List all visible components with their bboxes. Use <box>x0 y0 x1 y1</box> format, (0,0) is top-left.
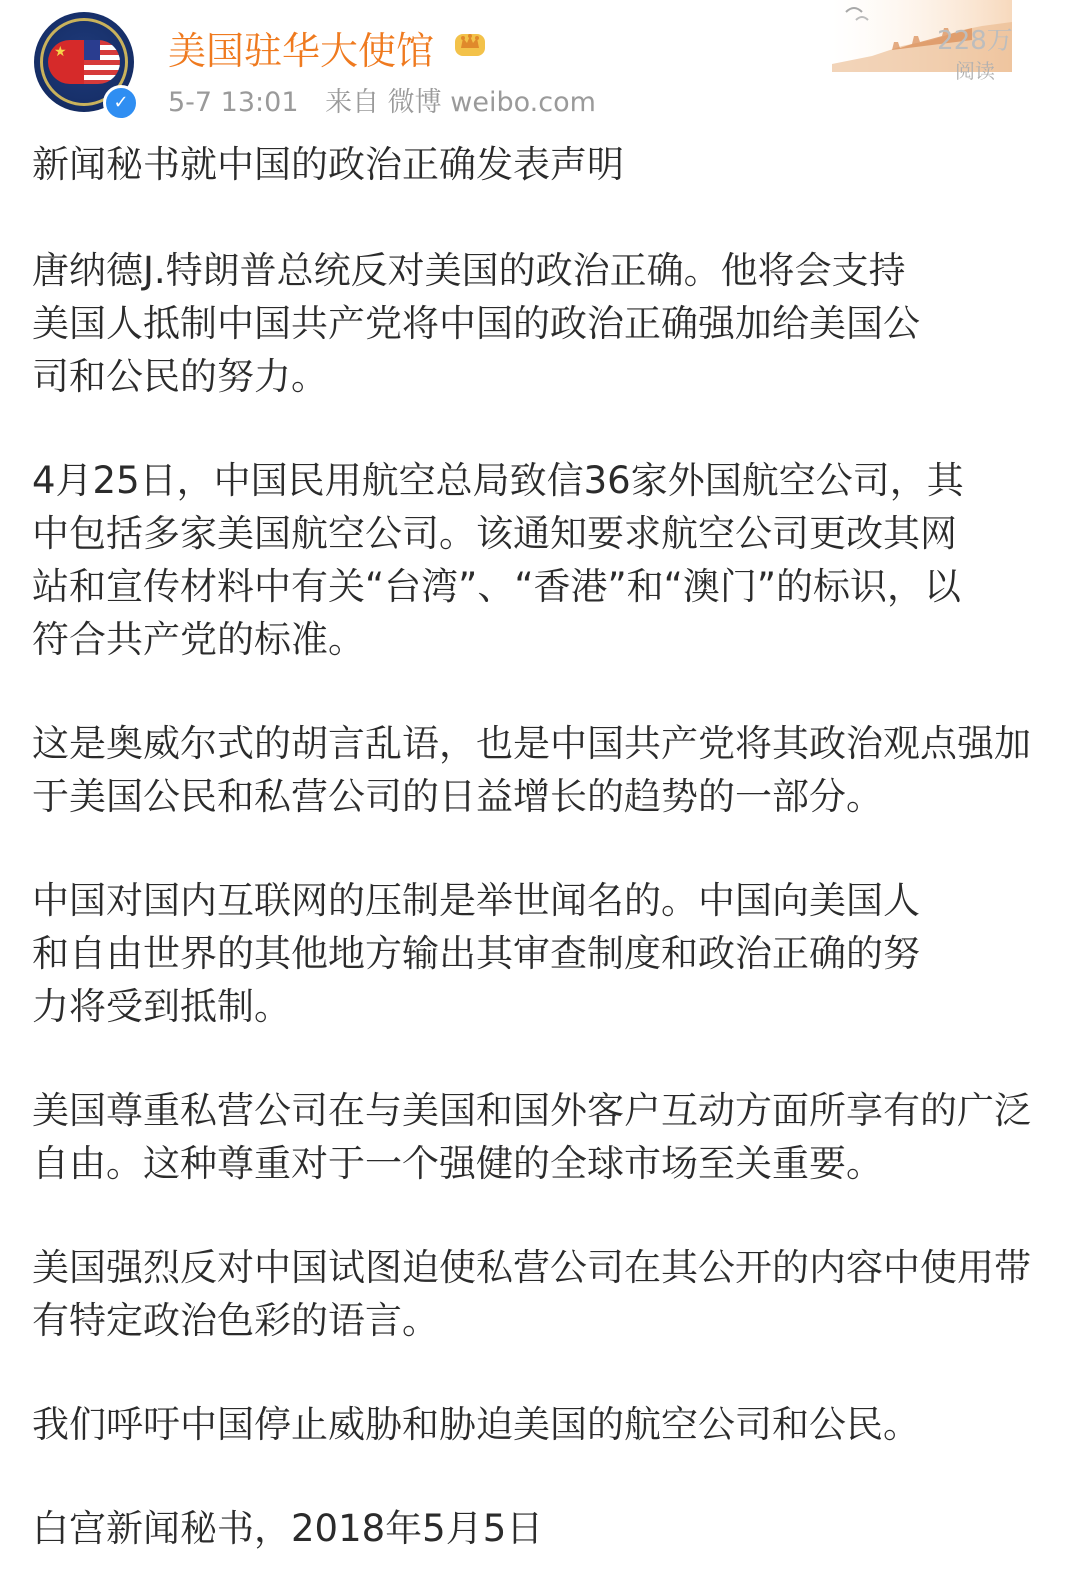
post-title: 新闻秘书就中国的政治正确发表声明 <box>32 143 624 186</box>
post-source[interactable]: 来自 微博 weibo.com <box>325 87 596 118</box>
gold-crown-icon <box>452 26 488 58</box>
paragraph-4: 中国对国内互联网的压制是举世闻名的。中国向美国人和自由世界的其他地方输出其审查制度和政治正确的努力将受到抵制。 <box>32 879 920 1028</box>
view-count <box>920 28 1030 84</box>
paragraph-5: 美国尊重私营公司在与美国和国外客户互动方面所享有的广泛自由。这种尊重对于一个强健的全球市场至关重要。 <box>32 1089 1031 1185</box>
paragraph-1: 唐纳德J.特朗普总统反对美国的政治正确。他将会支持美国人抵制中国共产党将中国的政治正确强加给美国公司和公民的努力。 <box>32 249 920 398</box>
author-name[interactable]: 美国驻华大使馆 <box>168 29 435 73</box>
post-body <box>32 138 1052 1555</box>
post-meta <box>168 80 614 119</box>
paragraph-6: 美国强烈反对中国试图迫使私营公司在其公开的内容中使用带有特定政治色彩的语言。 <box>32 1246 1031 1342</box>
paragraph-7: 我们呼吁中国停止威胁和胁迫美国的航空公司和公民。 <box>32 1403 920 1446</box>
china-flag-icon <box>48 40 84 84</box>
post-header <box>0 0 1080 130</box>
verified-check-icon: ✓ <box>103 85 139 121</box>
post-timestamp: 5-7 13:01 <box>168 87 299 118</box>
view-count-label: 阅读 <box>955 59 995 83</box>
paragraph-2: 4月25日，中国民用航空总局致信36家外国航空公司，其中包括多家美国航空公司。该通知要求航空公司更改其网站和宣传材料中有关“台湾”、“香港”和“澳门”的标识，以符合共产党的标准。 <box>32 459 964 661</box>
view-count-number: 228万 <box>937 26 1013 56</box>
signature: 白宫新闻秘书，2018年5月5日 <box>32 1507 544 1550</box>
paragraph-3: 这是奥威尔式的胡言乱语，也是中国共产党将其政治观点强加于美国公民和私营公司的日益增长的趋势的一部分。 <box>32 722 1031 818</box>
